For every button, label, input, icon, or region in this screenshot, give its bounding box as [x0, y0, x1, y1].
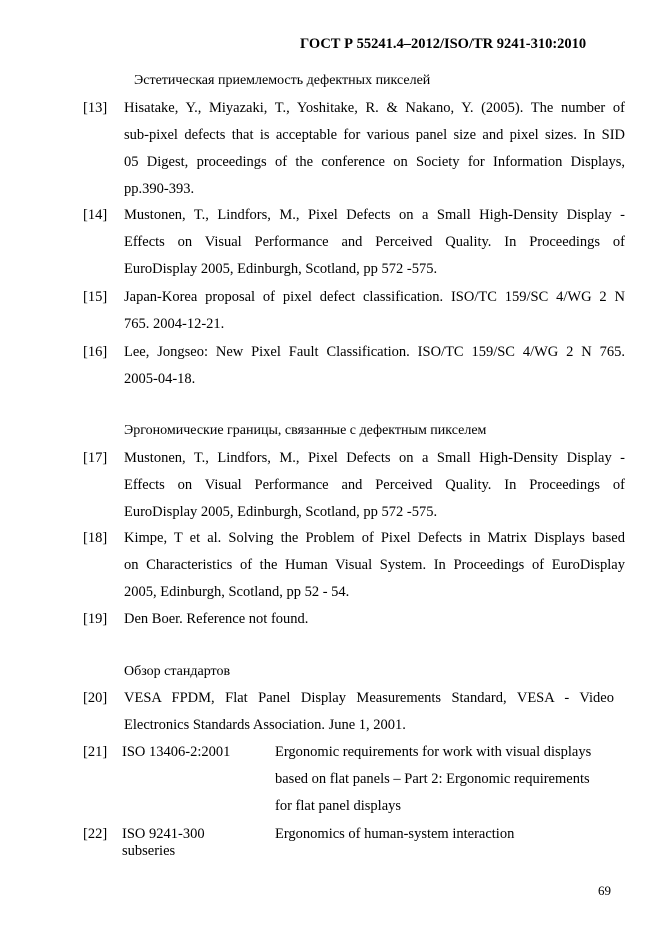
ref-line: Mustonen, T., Lindfors, M., Pixel Defects on a Small High-Density Display -: [124, 450, 625, 466]
ref-number: [18]: [83, 530, 108, 546]
ref-standard-code: ISO 9241-300: [122, 826, 205, 842]
ref-line: Effects on Visual Performance and Perceived Quality. In Proceedings of: [124, 477, 625, 493]
ref-number: [22]: [83, 826, 108, 842]
section-title: Эстетическая приемлемость дефектных пикселей: [134, 73, 431, 88]
ref-text: [124, 525, 625, 606]
ref-line: Hisatake, Y., Miyazaki, T., Yoshitake, R. & Nakano, Y. (2005). The number of: [124, 100, 625, 116]
ref-line: Effects on Visual Performance and Perceived Quality. In Proceedings of: [124, 234, 625, 250]
ref-line: pp.390-393.: [124, 181, 195, 197]
ref-number: [17]: [83, 450, 108, 466]
ref-standard-code: ISO 13406-2:2001: [122, 744, 231, 760]
ref-text: [124, 445, 625, 526]
ref-text: [124, 339, 625, 393]
ref-line: based on flat panels – Part 2: Ergonomic requirements: [275, 771, 590, 787]
ref-standard-code-suffix: subseries: [122, 843, 176, 859]
section-title: Эргономические границы, связанные с дефектным пикселем: [124, 423, 487, 438]
ref-number: [16]: [83, 344, 108, 360]
ref-line: 2005-04-18.: [124, 371, 196, 387]
ref-text: [275, 739, 620, 820]
ref-line: Japan-Korea proposal of pixel defect classification. ISO/TC 159/SC 4/WG 2 N: [124, 289, 625, 305]
ref-line: on Characteristics of the Human Visual System. In Proceedings of EuroDisplay: [124, 557, 625, 573]
ref-line: sub-pixel defects that is acceptable for various panel size and pixel sizes. In SID: [124, 127, 625, 143]
ref-line: EuroDisplay 2005, Edinburgh, Scotland, pp 572 -575.: [124, 261, 438, 277]
ref-number: [14]: [83, 207, 108, 223]
ref-line: 765. 2004-12-21.: [124, 316, 225, 332]
ref-text: [124, 685, 614, 739]
ref-line: Electronics Standards Association. June 1, 2001.: [124, 717, 406, 733]
ref-line: Ergonomic requirements for work with visual displays: [275, 744, 592, 760]
ref-text: [124, 284, 625, 338]
ref-text: [124, 95, 625, 203]
ref-line: Lee, Jongseo: New Pixel Fault Classification. ISO/TC 159/SC 4/WG 2 N 765.: [124, 344, 625, 360]
ref-line: VESA FPDM, Flat Panel Display Measurements Standard, VESA - Video: [124, 690, 614, 706]
section-title: Обзор стандартов: [124, 664, 231, 679]
ref-line: Den Boer. Reference not found.: [124, 611, 309, 627]
page-number: 69: [598, 883, 611, 898]
ref-number: [20]: [83, 690, 108, 706]
ref-line: EuroDisplay 2005, Edinburgh, Scotland, pp 572 -575.: [124, 504, 438, 520]
ref-line: Kimpe, T et al. Solving the Problem of Pixel Defects in Matrix Displays based: [124, 530, 625, 546]
ref-number: [15]: [83, 289, 108, 305]
document-header: ГОСТ Р 55241.4–2012/ISO/TR 9241-310:2010: [300, 36, 587, 52]
ref-number: [19]: [83, 611, 108, 627]
ref-text: [124, 606, 625, 633]
ref-line: Mustonen, T., Lindfors, M., Pixel Defects on a Small High-Density Display -: [124, 207, 625, 223]
ref-text: [124, 202, 625, 283]
ref-line: 05 Digest, proceedings of the conference on Society for Information Displays,: [124, 154, 625, 170]
ref-number: [21]: [83, 744, 108, 760]
ref-line: Ergonomics of human-system interaction: [275, 826, 515, 842]
ref-number: [13]: [83, 100, 108, 116]
ref-line: 2005, Edinburgh, Scotland, pp 52 - 54.: [124, 584, 350, 600]
ref-line: for flat panel displays: [275, 798, 402, 814]
